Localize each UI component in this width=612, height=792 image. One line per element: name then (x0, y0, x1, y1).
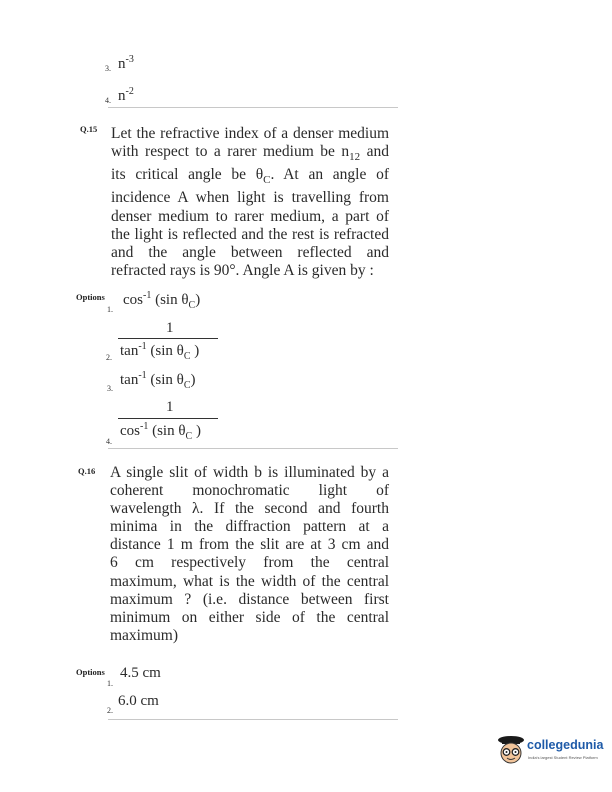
mascot-icon (496, 734, 526, 766)
question-number: Q.16 (78, 466, 96, 476)
fraction-bar (118, 338, 218, 339)
option-q16-1: 4.5 cm (120, 665, 161, 681)
option-q15-4-denominator: $\cos^{-1} (\sin$ $\theta_C$ ) (120, 421, 201, 442)
logo-name: collegedunia (527, 738, 604, 752)
option-q14-3: $n^{-3}$ (118, 54, 134, 72)
question-16-text: A single slit of width b is illuminated by a coherent monochromatic light of wavelength λ. If the second and fourth minima in the diffraction pattern at a distance 1 m from the slit are at 3 cm and 6 cm respectively from the central maximum, what is the width of the central maximum ? (i.e. distance between first minimum on either side of the central maximum) (110, 464, 389, 644)
collegedunia-logo (496, 734, 610, 768)
option-q16-2: 6.0 cm (118, 693, 159, 709)
logo-tagline: India's largest Student Review Platform (528, 755, 598, 760)
option-number: 3. (107, 384, 113, 393)
options-label: Options (76, 292, 105, 302)
option-number: 4. (106, 437, 112, 446)
option-q15-2-numerator: 1 (166, 320, 174, 336)
option-number: 3. (105, 64, 111, 73)
option-number: 4. (105, 96, 111, 105)
option-number: 2. (107, 706, 113, 715)
option-number: 2. (106, 353, 112, 362)
option-number: 1. (107, 679, 113, 688)
question-divider (108, 719, 398, 720)
options-label: Options (76, 667, 105, 677)
option-number: 1. (107, 305, 113, 314)
option-q15-4-numerator: 1 (166, 399, 174, 415)
option-q14-4: $n^{-2}$ (118, 86, 134, 104)
question-15-text: Let the refractive index of a denser medium with respect to a rarer medium be $n_{12}$ and its critical angle be $\theta_C$. At an angle of incidence A when light is travelling from denser medium to rarer medium, a part of the light is reflected and the rest is refracted and the angle between reflected and refracted rays is 90°. Angle A is given by : (111, 125, 389, 279)
question-divider (108, 448, 398, 449)
option-q15-3: $\tan^{-1} (\sin$ $\theta_C$) (120, 370, 196, 391)
question-number: Q.15 (80, 124, 98, 134)
question-divider (108, 107, 398, 108)
fraction-bar (118, 418, 218, 419)
option-q15-2-denominator: $\tan^{-1} (\sin$ $\theta_C$ ) (120, 341, 200, 362)
option-q15-1: $\cos^{-1} (\sin$ $\theta_C$) (123, 290, 201, 311)
